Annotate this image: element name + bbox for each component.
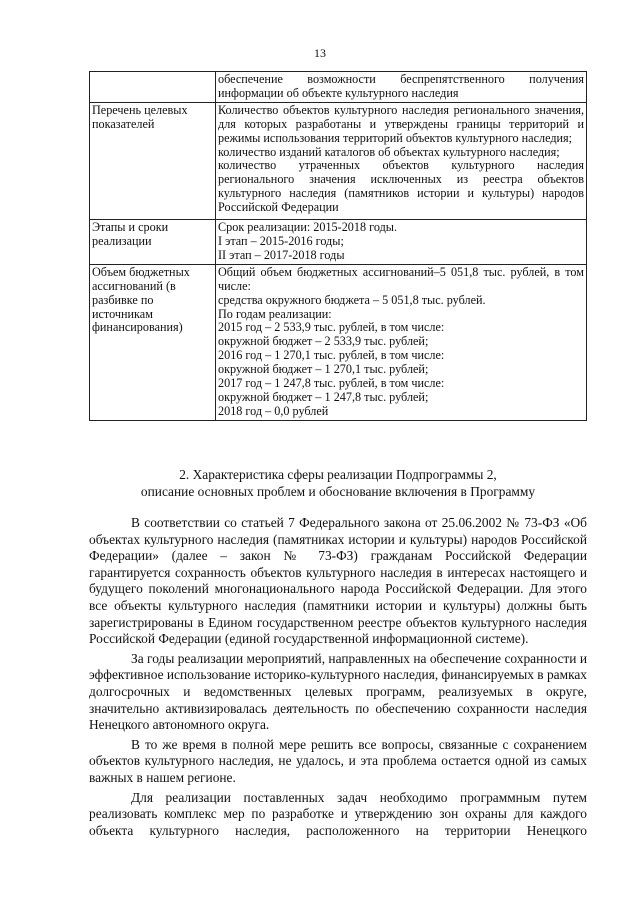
paragraph: В то же время в полной мере решить все вопросы, связанные с сохранением объектов культурного наследия, не удалось, и эта проблема остается одной из самых важных в нашем регионе. [89,736,587,785]
table-row-indicators [90,102,587,219]
table-row [90,72,587,103]
row-value-indicators [216,102,587,219]
row-value-stages [216,220,587,265]
stage-line: II этап – 2017-2018 годы [218,247,345,262]
passport-table [89,71,587,421]
heading-line-1: 2. Характеристика сферы реализации Подпрограммы 2, [179,467,497,482]
budget-line: 2017 год – 1 247,8 тыс. рублей, в том числе: [218,376,445,391]
budget-line: 2015 год – 2 533,9 тыс. рублей, в том числе: [218,320,445,335]
table-row-stages [90,220,587,265]
row-label [90,72,216,103]
section-heading [89,466,587,500]
stage-line: Срок реализации: 2015-2018 годы. [218,220,398,235]
paragraph: В соответствии со статьей 7 Федерального закона от 25.06.2002 № 73-ФЗ «Об объектах культурного наследия (памятниках истории и культуры) народов Российской Федерации» (далее – закон № 73-ФЗ) гражданам Российской Федерации гарантируется сохранность объектов культурного наследия в интересах настоящего и будущего поколений многонационального народа Российской Федерации. Для этого все объекты культурного наследия (памятники истории и культуры) должны быть зарегистрированы в Едином государственном реестре объектов культурного наследия Российской Федерации (единой государственной информационной системе). [89,515,587,647]
row-label-indicators: Перечень целевых показателей [90,102,216,219]
budget-line: окружной бюджет – 1 247,8 тыс. рублей; [218,389,429,404]
budget-line: По годам реализации: [218,306,332,321]
indicator-3: количество утраченных объектов культурного наследия регионального значения исключенных из реестра объектов культурного наследия (памятников истории и культуры) народов Российской Федерации [218,158,584,215]
table-row-budget [90,264,587,420]
page-number: 13 [314,46,326,60]
heading-line-2: описание основных проблем и обоснование включения в Программу [140,484,536,499]
stage-line: I этап – 2015-2016 годы; [218,233,344,248]
paragraph: Для реализации поставленных задач необходимо программным путем реализовать комплекс мер по разработке и утверждению зон охраны для каждого объекта культурного наследия, расположенного на территории Ненецкого [89,789,587,838]
budget-total: Общий объем бюджетных ассигнований–5 051,8 тыс. рублей, в том числе: [218,264,584,293]
row-value: обеспечение возможности беспрепятственного получения информации об объекте культурного наследия [216,72,587,103]
indicator-2: количество изданий каталогов об объектах культурного наследия; [218,144,560,159]
budget-line: окружной бюджет – 2 533,9 тыс. рублей; [218,334,429,349]
budget-line: окружной бюджет – 1 270,1 тыс. рублей; [218,362,429,377]
budget-line: средства окружного бюджета – 5 051,8 тыс. рублей. [218,292,486,307]
budget-line: 2018 год – 0,0 рублей [218,403,329,418]
paragraph: За годы реализации мероприятий, направленных на обеспечение сохранности и эффективное использование историко-культурного наследия, финансируемых в рамках долгосрочных и ведомственных целевых программ, реализуемых в округе, значительно активизировалась деятельность по обеспечению сохранности наследия Ненецкого автономного округа. [89,650,588,733]
section-body [89,515,587,839]
indicator-1: Количество объектов культурного наследия регионального значения, для которых разработаны и утверждены границы территорий и режимы использования территорий объектов культурного наследия; [218,102,584,145]
budget-line: 2016 год – 1 270,1 тыс. рублей, в том числе: [218,348,445,363]
row-label-stages: Этапы и сроки реализации [90,220,216,265]
row-value-budget [216,264,587,420]
row-label-budget: Объем бюджетных ассигнований (в разбивке по источникам финансирования) [90,264,216,420]
